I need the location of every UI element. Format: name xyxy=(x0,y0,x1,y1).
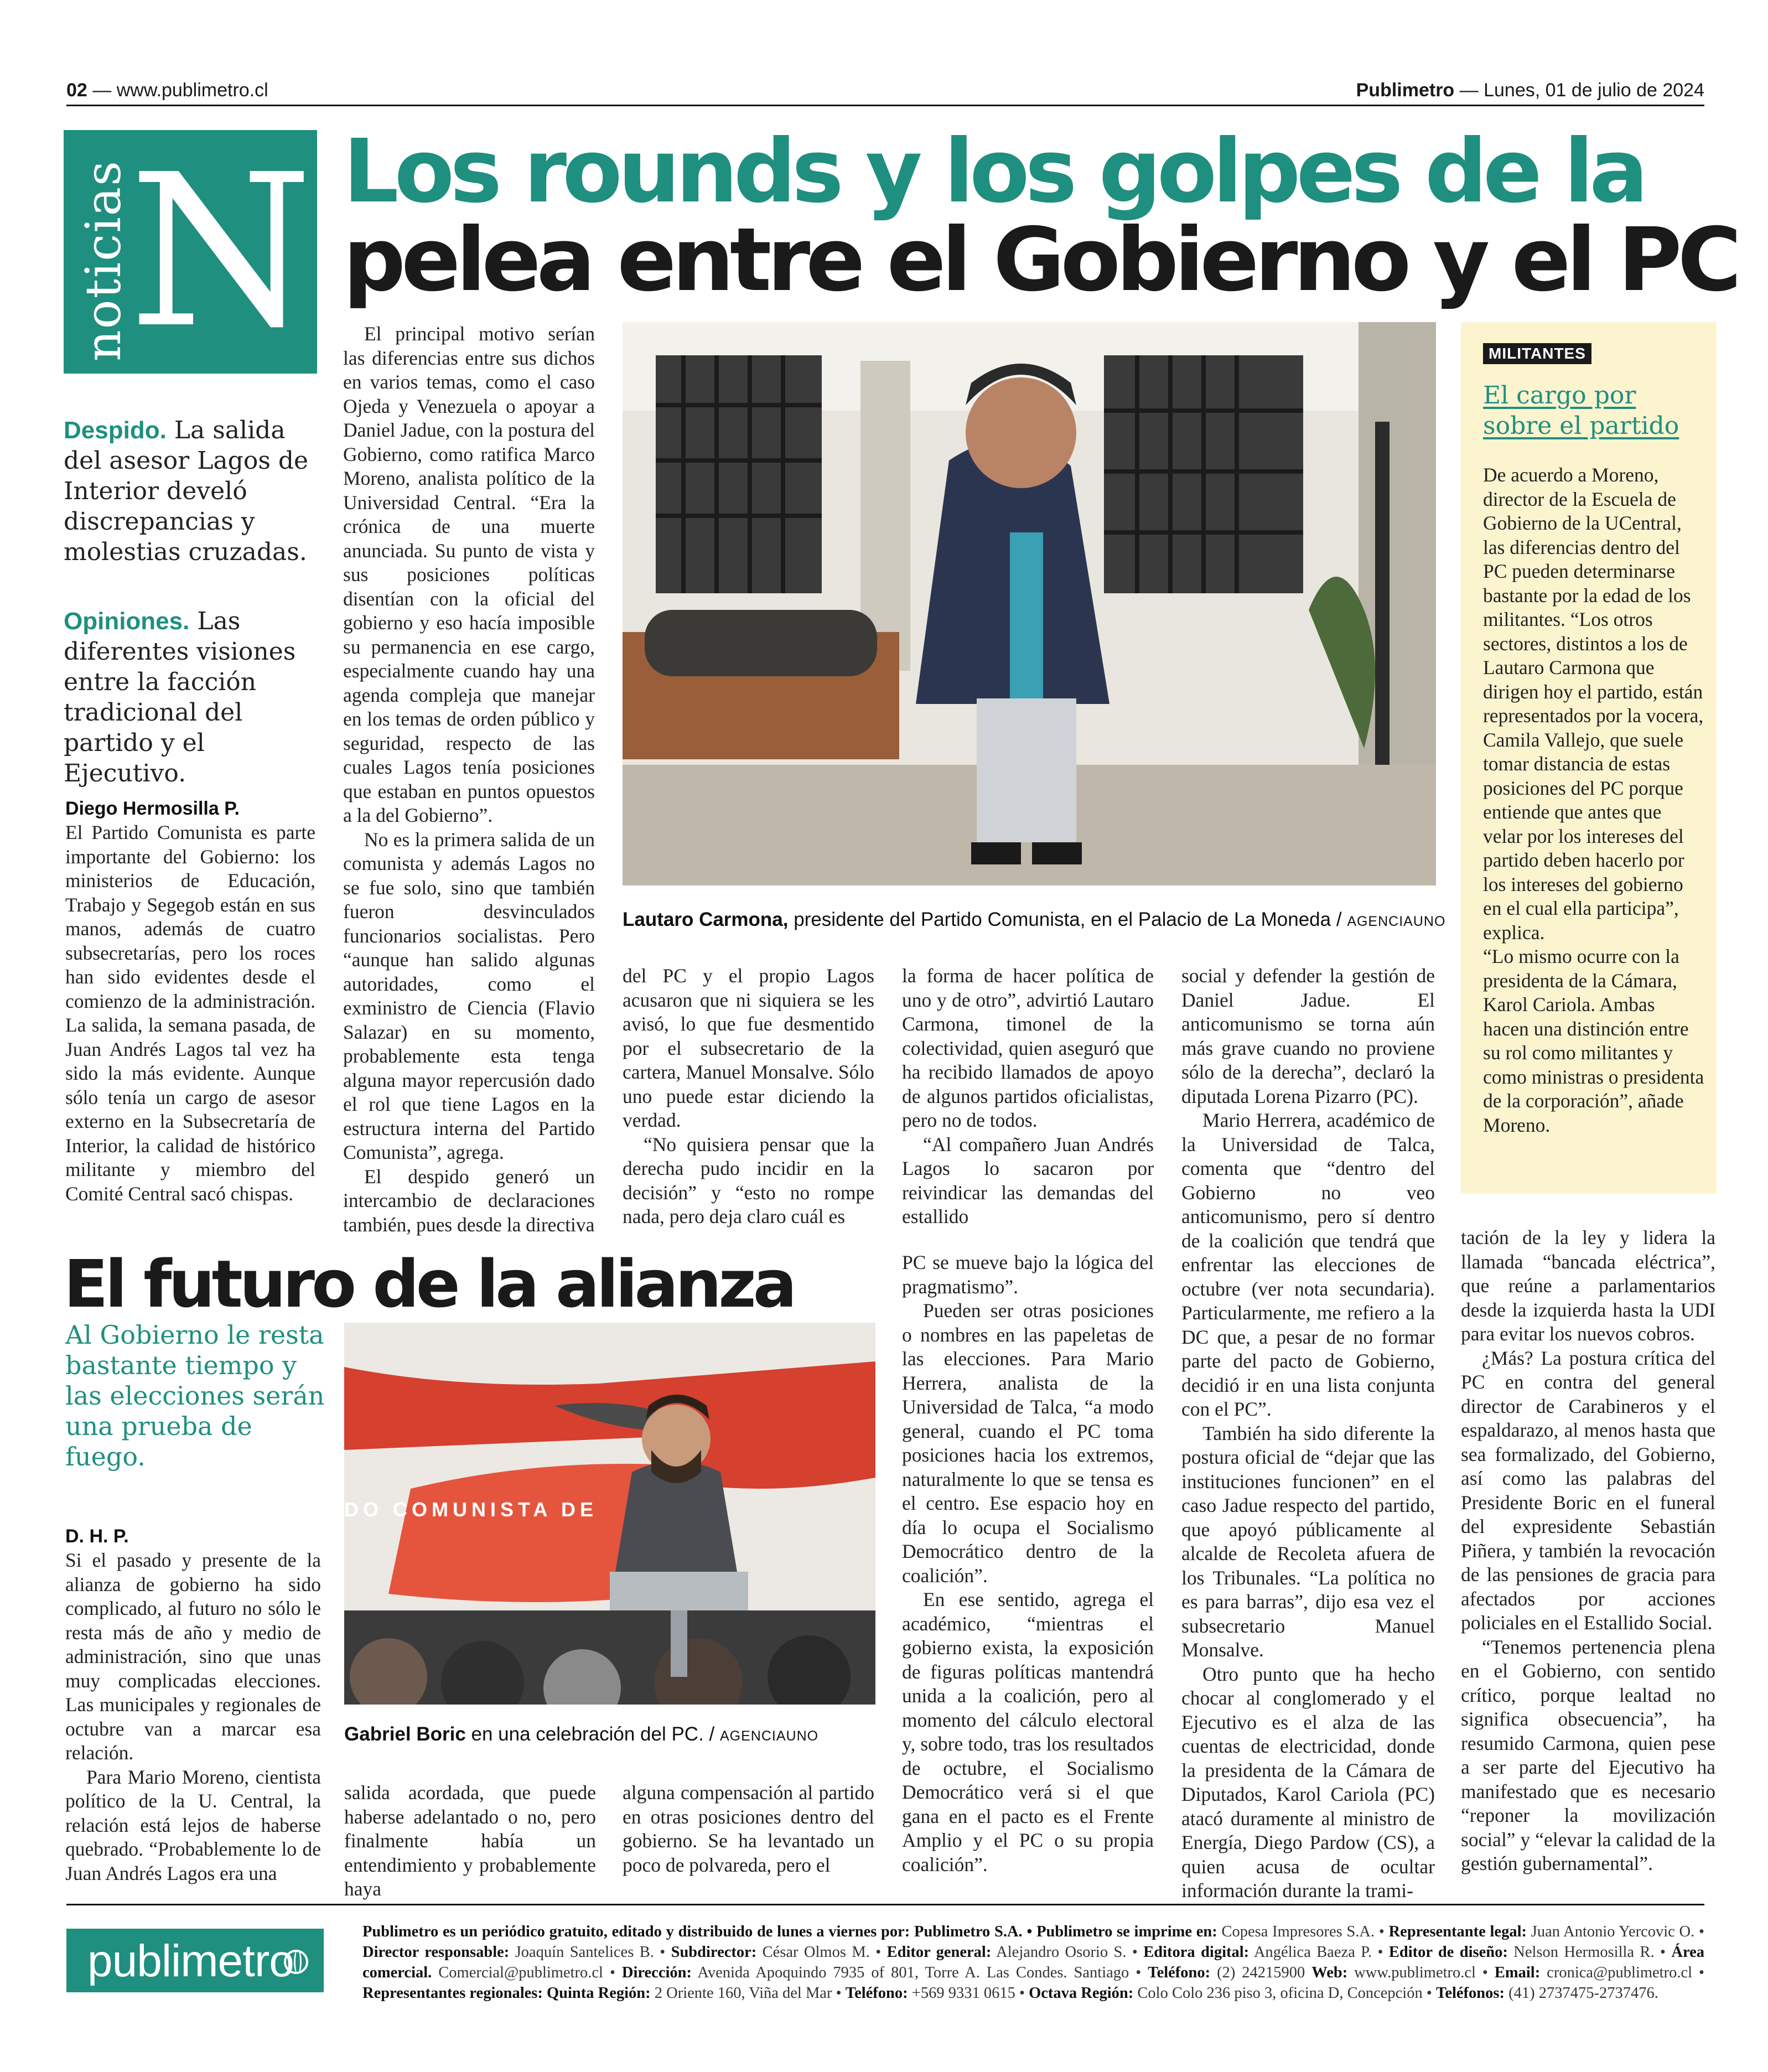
legal-label: Editor general: xyxy=(886,1944,992,1961)
article-column-6 xyxy=(1461,1226,1715,1876)
photo-illustration xyxy=(623,322,1436,885)
legal-value: Juan Antonio Yercovic O. • xyxy=(1527,1923,1704,1940)
photo-credit: AGENCIAUNO xyxy=(719,1728,819,1744)
publimetro-logo[interactable] xyxy=(66,1929,324,1992)
legal-value: Alejandro Osorio S. • xyxy=(991,1944,1144,1961)
footer-divider xyxy=(66,1904,1704,1905)
globe-icon xyxy=(284,1950,308,1974)
paragraph: Otro punto que ha hecho chocar al conglomerado y el Ejecutivo es el alza de las cuentas de electricidad, donde la presidenta de la Cámara de Diputados, Karol Cariola (PC) atacó duramente al ministro de Energía, Diego Pardow (CS), a quien acusa de ocultar información durante la trami- xyxy=(1181,1662,1435,1902)
legal-value: cronica@publimetro.cl • xyxy=(1540,1964,1704,1981)
paragraph: salida acordada, que puede haberse adelantado o no, pero finalmente había un entendimiento y probablemente haya xyxy=(344,1781,596,1900)
legal-label: Web: xyxy=(1311,1964,1348,1981)
secondary-subhead: Al Gobierno le resta bastante tiempo y las elecciones serán una prueba de fuego. xyxy=(65,1320,325,1472)
paragraph: No es la primera salida de un comunista y además Lagos no se fue solo, sino que también fueron desvinculados funcionarios socialistas. Pero “aunque han salido algunas autoridades, como el exministro de Ciencia (Flavio Salazar) en su momento, probablemente esta tenga alguna mayor repercusión dado el rol que tiene Lagos en la estructura interna del Partido Comunista”, agrega. xyxy=(343,828,595,1163)
legal-value: (41) 2737475-2737476. xyxy=(1505,1985,1658,2002)
legal-label: Representante legal: xyxy=(1388,1923,1527,1940)
byline: D. H. P. xyxy=(65,1526,129,1547)
legal-value: www.publimetro.cl • xyxy=(1347,1964,1495,1981)
article2-column-2 xyxy=(344,1781,596,1902)
caption-text: en una celebración del PC. / xyxy=(465,1723,715,1745)
paragraph: Para Mario Moreno, cientista político de la U. Central, la relación está lejos de haberse quebrado. “Probablemente lo de Juan Andrés Lagos era una xyxy=(65,1765,321,1884)
paragraph: “No quisiera pensar que la derecha pudo incidir en la decisión” y “esto no rompe nada, pero deja claro cuál es xyxy=(623,1133,874,1227)
paragraph: Si el pasado y presente de la alianza de gobierno ha sido complicado, al futuro no sólo le resta más de año y medio de administración, sino que unas muy complicadas elecciones. Las municipales y regionales de octubre van a marcar esa relación. xyxy=(65,1549,321,1764)
article-column-4 xyxy=(902,964,1154,1229)
legal-label: Subdirector: xyxy=(671,1944,757,1961)
legal-value: 2 Oriente 160, Viña del Mar • xyxy=(650,1985,846,2002)
legal-label: Teléfono: xyxy=(845,1985,908,2002)
summary-label: Despido. xyxy=(64,417,167,444)
logo-text: publimetro xyxy=(87,1936,294,1986)
header-left xyxy=(66,80,268,101)
sidebar-title: El cargo por sobre el partido xyxy=(1483,381,1679,440)
page-header xyxy=(66,77,1704,106)
legal-value: Colo Colo 236 piso 3, oficina D, Concepción • xyxy=(1133,1985,1436,2002)
legal-label: Editora digital: xyxy=(1143,1944,1249,1961)
paragraph: alguna compensación al partido en otras posiciones dentro del gobierno. Se ha levantado un poco de polvareda, pero el xyxy=(623,1781,874,1876)
legal-label: Email: xyxy=(1494,1964,1541,1981)
secondary-headline: El futuro de la alianza xyxy=(64,1246,794,1322)
headline-line-2: pelea entre el Gobierno y el PC xyxy=(343,209,1738,311)
summary-despido xyxy=(64,415,318,567)
header-right xyxy=(1356,80,1704,101)
photo-lautaro-carmona xyxy=(623,322,1436,885)
legal-label: Teléfono: xyxy=(1148,1964,1211,1981)
article-column-1 xyxy=(65,797,315,1206)
photo-illustration xyxy=(344,1323,875,1705)
paragraph: El principal motivo serían las diferencias entre sus dichos en varios temas, como el caso Ojeda y Venezuela o apoyar a Daniel Jadue, con la postura del Gobierno, como ratifica Marco Moreno, analista político de la Universidad Central. “Era la crónica de una muerte anunciada. Su punto de vista y sus posiciones políticas disentían con la oficial del gobierno y eso hacía imposible su permanencia en ese cargo, especialmente cuando hay una agenda compleja que manejar en los temas de orden público y seguridad, respecto de las cuales Lagos tenía posiciones que estaban en puntos opuestos a la del Gobierno”. xyxy=(343,323,595,826)
paragraph: tación de la ley y lidera la llamada “bancada eléctrica”, que reúne a parlamentarios desde la izquierda hasta la UDI para evitar los nuevos cobros. xyxy=(1461,1226,1715,1345)
paragraph: También ha sido diferente la postura oficial de “dejar que las instituciones funcionen” en el caso Jadue respecto del partido, que apoyó públicamente al alcalde de Recoleta afuera de los Tribunales. “La política no es para barras”, dijo esa vez el subsecretario Manuel Monsalve. xyxy=(1181,1422,1435,1661)
summary-opiniones xyxy=(64,606,318,789)
article-column-3 xyxy=(623,964,874,1229)
site-url[interactable]: — www.publimetro.cl xyxy=(92,80,268,101)
paragraph: del PC y el propio Lagos acusaron que ni siquiera se les avisó, lo que fue desmentido por el subsecretario de la cartera, Manuel Monsalve. Sólo uno puede estar diciendo la verdad. xyxy=(623,965,874,1131)
article-column-2 xyxy=(343,322,595,1237)
legal-value: César Olmos M. • xyxy=(756,1944,887,1961)
section-letter: N xyxy=(129,130,313,374)
paragraph: Mario Herrera, académico de la Universidad de Talca, comenta que “dentro del Gobierno no veo anticomunismo, pero sí dentro de la coalición que tendrá que enfrentar las elecciones de octubre (ver nota secundaria). Particularmente, me refiero a la DC que, a pesar de no formar parte del pacto de Gobierno, decidió ir en una lista conjunta con el PC”. xyxy=(1181,1109,1435,1420)
legal-label: Área comercial. xyxy=(362,1944,1704,1981)
legal-value: (2) 24215900 xyxy=(1210,1964,1312,1981)
legal-label: Director responsable: xyxy=(362,1944,510,1961)
legal-value: Nelson Hermosilla R. • xyxy=(1507,1944,1672,1961)
caption-name: Gabriel Boric xyxy=(344,1723,466,1745)
paragraph: ¿Más? La postura crítica del PC en contra del general director de Carabineros y el espaldarazo, al menos hasta que sea formalizado, del Gobierno, así como las palabras del Presidente Boric en el funeral del expresidente Sebastián Piñera, y también la revocación de las pensiones de gracia para afectados por acciones policiales en el Estallido Social. xyxy=(1461,1346,1715,1634)
caption-text: presidente del Partido Comunista, en el Palacio de La Moneda / xyxy=(788,909,1342,930)
paragraph: “Al compañero Juan Andrés Lagos lo sacaron por reivindicar las demandas del estallido xyxy=(902,1133,1154,1227)
photo2-caption xyxy=(344,1722,818,1748)
summary-label: Opiniones. xyxy=(64,608,190,635)
article2-column-4 xyxy=(902,1251,1154,1877)
paragraph: El despido generó un intercambio de declaraciones también, pues desde la directiva xyxy=(343,1165,595,1236)
summary-text: Las diferentes visiones entre la facción tradicional del partido y el Ejecutivo. xyxy=(64,607,296,788)
legal-value: Comercial@publimetro.cl • xyxy=(432,1964,622,1981)
legal-label: Teléfonos: xyxy=(1435,1985,1505,2002)
paragraph: PC se mueve bajo la lógica del pragmatismo”. xyxy=(902,1251,1154,1298)
article2-column-1 xyxy=(65,1525,321,1885)
section-word: noticias xyxy=(75,159,132,361)
legal-label: Dirección: xyxy=(621,1964,692,1981)
paragraph: En ese sentido, agrega el académico, “mientras el gobierno exista, la exposición de figuras políticas mantendrá unida a la coalición, pero al momento del cálculo electoral y, sobre todo, tras los resultados de octubre, el Socialismo Democrático verá si el que gana en el pacto es el Frente Amplio y el PC o su propia coalición”. xyxy=(902,1588,1154,1876)
legal-label: Publimetro es un periódico gratuito, editado y distribuido de lunes a viernes por: Publimetro S.A. • Publimetro se imprime en: xyxy=(362,1923,1217,1940)
article-column-5 xyxy=(1181,964,1435,1903)
publication-name: Publimetro xyxy=(1356,80,1455,101)
paragraph: social y defender la gestión de Daniel Jadue. El anticomunismo se torna aún más grave cuando no proviene sólo de la derecha”, declaró la diputada Lorena Pizarro (PC). xyxy=(1181,965,1435,1107)
summary-text: La salida del asesor Lagos de Interior develó discrepancias y molestias cruzadas. xyxy=(64,416,309,566)
legal-label: Editor de diseño: xyxy=(1388,1944,1508,1961)
photo-gabriel-boric xyxy=(344,1323,875,1705)
legal-value: Joaquín Santelices B. • xyxy=(509,1944,671,1961)
section-block xyxy=(64,130,317,374)
photo-credit: AGENCIAUNO xyxy=(1347,914,1446,929)
legal-value: Copesa Impresores S.A. • xyxy=(1217,1923,1389,1940)
page-number: 02 xyxy=(66,80,87,101)
headline-line-1: Los rounds y los golpes de la xyxy=(343,121,1644,222)
legal-label: Representantes regionales: Quinta Región: xyxy=(362,1985,651,2002)
paragraph: De acuerdo a Moreno, director de la Escuela de Gobierno de la UCentral, las diferencias dentro del PC pueden determinarse bastante por la edad de los militantes. “Los otros sectores, distintos a los de Lautaro Carmona que dirigen hoy el partido, están representados por la vocera, Camila Vallejo, que suele tomar distancia de estas posiciones del PC porque entiende que antes que velar por los intereses del partido deben hacerlo por los intereses del gobierno en el cual ella participa”, explica. xyxy=(1483,464,1704,944)
byline: Diego Hermosilla P. xyxy=(65,798,240,819)
legal-value: Avenida Apoquindo 7935 of 801, Torre A. Las Condes. Santiago • xyxy=(691,1964,1148,1981)
caption-name: Lautaro Carmona, xyxy=(623,909,789,930)
issue-date: — Lunes, 01 de julio de 2024 xyxy=(1459,80,1704,101)
legal-value: Angélica Baeza P. • xyxy=(1249,1944,1389,1961)
article2-column-3 xyxy=(623,1781,874,1877)
paragraph: “Tenemos pertenencia plena en el Gobierno, con sentido crítico, porque lealtad no significa obsecuencia”, ha resumido Carmona, quien pese a ser parte del Ejecutivo ha manifestado que es necesario “reponer la movilización social” y “elevar la calidad de la gestión gubernamental”. xyxy=(1461,1635,1715,1874)
sidebar-box xyxy=(1461,322,1717,1194)
paragraph: El Partido Comunista es parte importante del Gobierno: los ministerios de Educación, Trabajo y Segegob están en sus manos, además de cuatro subsecretarías, pero los roces han sido evidentes desde el comienzo de la administración. La salida, la semana pasada, de Juan Andrés Lagos tal vez ha sido la más evidente. Aunque sólo tenía un cargo de asesor externo en la Subsecretaría de Interior, la calidad de histórico militante y miembro del Comité Central sacó chispas. xyxy=(65,821,315,1205)
legal-value: +569 9331 0615 • xyxy=(908,1985,1029,2002)
paragraph: la forma de hacer política de uno y de otro”, advirtió Lautaro Carmona, timonel de la colectividad, quien aseguró que ha recibido llamados de apoyo de algunos partidos oficialistas, pero no de todos. xyxy=(902,965,1154,1131)
sidebar-tag: MILITANTES xyxy=(1483,343,1591,364)
paragraph: “Lo mismo ocurre con la presidenta de la Cámara, Karol Cariola. Ambas hacen una distinción entre su rol como militantes y como ministras o presidenta de la corporación”, añade Moreno. xyxy=(1483,945,1704,1136)
paragraph: Pueden ser otras posiciones o nombres en las papeletas de las elecciones. Para Mario Herrera, analista de la Universidad de Talca, “a modo general, cuando el PC toma posiciones hacia los extremos, naturalmente lo que se tensa es el centro. Ese espacio hoy en día lo ocupa el Socialismo Democrático dentro de la coalición”. xyxy=(902,1299,1154,1587)
banner-text: DO COMUNISTA DE xyxy=(344,1498,598,1521)
sidebar-body xyxy=(1483,463,1704,1137)
photo1-caption xyxy=(623,908,1445,934)
legal-label: Octava Región: xyxy=(1029,1985,1134,2002)
legal-info xyxy=(362,1921,1704,2003)
